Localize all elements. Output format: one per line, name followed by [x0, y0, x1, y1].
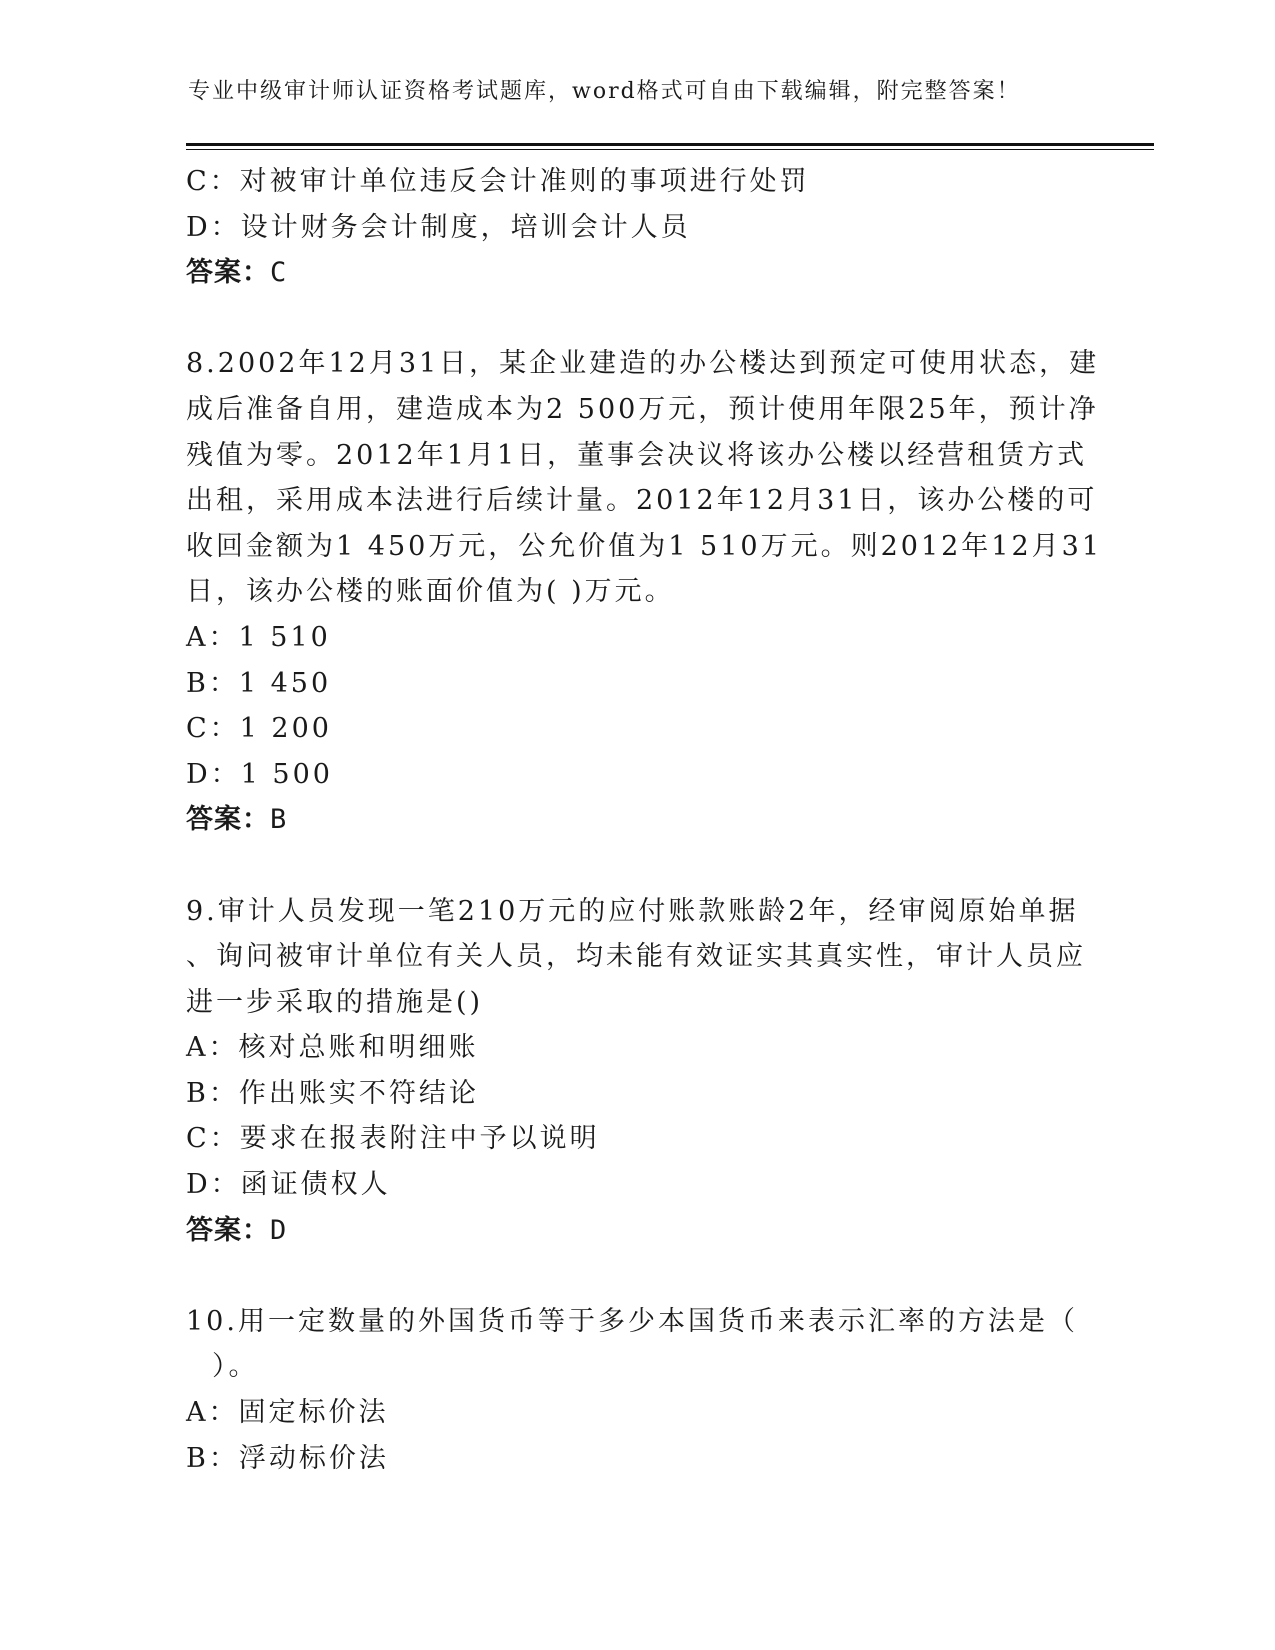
q9-option-d: D：函证债权人	[186, 1169, 391, 1201]
q9-option-b: B：作出账实不符结论	[186, 1077, 479, 1109]
q8-stem-line: 成后准备自用，建造成本为2 500万元，预计使用年限25年，预计净	[186, 393, 1099, 425]
q10-stem-line: 10.用一定数量的外国货币等于多少本国货币来表示汇率的方法是（	[186, 1305, 1078, 1337]
spacer	[186, 296, 1086, 342]
q9-stem-line: 进一步采取的措施是()	[186, 986, 484, 1018]
q8-stem-line: 残值为零。2012年1月1日，董事会决议将该办公楼以经营租赁方式	[186, 439, 1088, 471]
q9-option-a: A：核对总账和明细账	[186, 1032, 479, 1064]
header-rule-thin	[186, 149, 1154, 150]
header-rule-thick	[186, 143, 1154, 146]
q8-stem-line: 收回金额为1 450万元，公允价值为1 510万元。则2012年12月31	[186, 530, 1103, 562]
q8-stem-line: 8.2002年12月31日，某企业建造的办公楼达到预定可使用状态，建	[186, 348, 1100, 380]
q9-stem-line: 9.审计人员发现一笔210万元的应付账款账龄2年，经审阅原始单据	[186, 895, 1079, 927]
answer-label: 答案：	[186, 257, 270, 289]
answer-label: 答案：	[186, 804, 270, 836]
question-8	[186, 341, 1103, 843]
q8-option-b: B：1 450	[186, 667, 332, 699]
q10-stem-line: ）。	[212, 1351, 259, 1383]
question-9	[186, 889, 1086, 1254]
q9-answer	[186, 1208, 1086, 1254]
answer-value: D	[270, 1214, 288, 1246]
answer-value: C	[270, 257, 288, 289]
spacer	[186, 843, 1086, 889]
page-header: 专业中级审计师认证资格考试题库，word格式可自由下载编辑，附完整答案！	[188, 79, 1021, 104]
question-content	[186, 159, 1103, 1481]
q7-answer	[186, 250, 1086, 296]
q8-stem-line: 出租，采用成本法进行后续计量。2012年12月31日，该办公楼的可	[186, 485, 1098, 517]
q8-stem-line: 日，该办公楼的账面价值为( )万元。	[186, 576, 675, 608]
q8-option-a: A：1 510	[186, 621, 331, 653]
q10-option-b: B：浮动标价法	[186, 1442, 389, 1474]
answer-label: 答案：	[186, 1214, 270, 1246]
answer-value: B	[270, 804, 288, 836]
spacer	[186, 1253, 1086, 1299]
question-10	[186, 1299, 1086, 1481]
question-7	[186, 159, 1086, 296]
q9-stem-line: 、询问被审计单位有关人员，均未能有效证实其真实性，审计人员应	[186, 941, 1086, 973]
q7-option-c: C：对被审计单位违反会计准则的事项进行处罚	[186, 166, 810, 197]
q8-option-c: C：1 200	[186, 713, 332, 745]
q8-option-d: D：1 500	[186, 758, 333, 790]
q7-option-d: D：设计财务会计制度，培训会计人员	[186, 211, 691, 243]
q8-answer	[186, 797, 1086, 843]
q9-option-c: C：要求在报表附注中予以说明	[186, 1123, 600, 1155]
q10-option-a: A：固定标价法	[186, 1397, 389, 1429]
